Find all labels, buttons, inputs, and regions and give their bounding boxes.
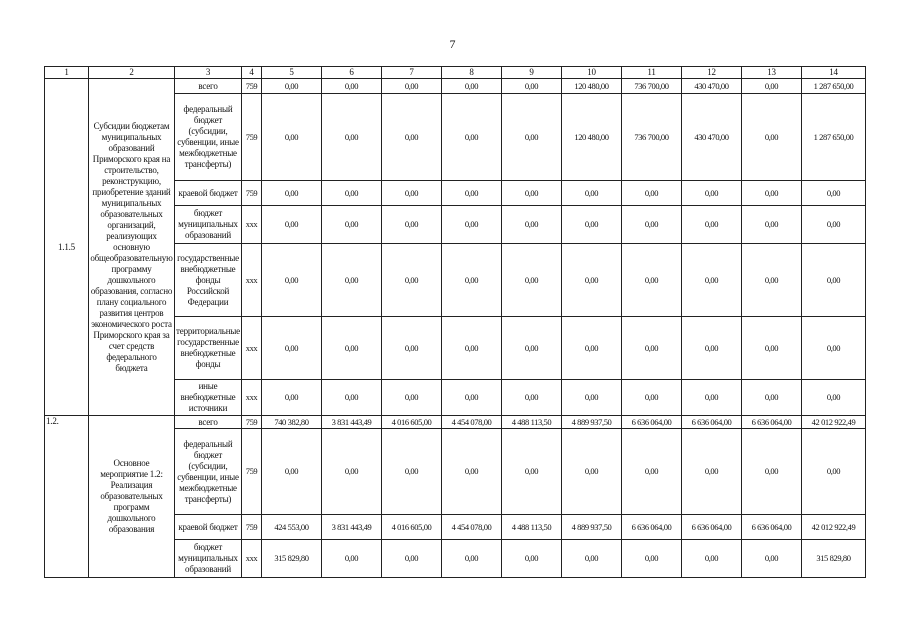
value-cell: 6 636 064,00 bbox=[622, 515, 682, 540]
value-cell: 0,00 bbox=[322, 206, 382, 244]
value-cell: 0,00 bbox=[742, 380, 802, 416]
value-cell: 0,00 bbox=[382, 317, 442, 380]
code-cell: ххх bbox=[242, 540, 262, 578]
value-cell: 0,00 bbox=[382, 206, 442, 244]
header-cell: 10 bbox=[562, 67, 622, 79]
value-cell: 0,00 bbox=[502, 380, 562, 416]
value-cell: 0,00 bbox=[562, 540, 622, 578]
header-row bbox=[45, 67, 866, 79]
value-cell: 315 829,80 bbox=[802, 540, 866, 578]
value-cell: 0,00 bbox=[382, 429, 442, 515]
value-cell: 0,00 bbox=[562, 380, 622, 416]
value-cell: 0,00 bbox=[442, 94, 502, 181]
code-cell: ххх bbox=[242, 380, 262, 416]
value-cell: 0,00 bbox=[562, 181, 622, 206]
value-cell: 740 382,80 bbox=[262, 416, 322, 429]
value-cell: 4 454 078,00 bbox=[442, 515, 502, 540]
code-cell: 759 bbox=[242, 515, 262, 540]
value-cell: 0,00 bbox=[322, 429, 382, 515]
value-cell: 0,00 bbox=[622, 244, 682, 317]
table-row bbox=[45, 79, 866, 94]
value-cell: 0,00 bbox=[802, 181, 866, 206]
value-cell: 120 480,00 bbox=[562, 79, 622, 94]
header-cell: 14 bbox=[802, 67, 866, 79]
value-cell: 0,00 bbox=[442, 540, 502, 578]
header-cell: 8 bbox=[442, 67, 502, 79]
value-cell: 0,00 bbox=[262, 79, 322, 94]
header-cell: 1 bbox=[45, 67, 89, 79]
value-cell: 4 488 113,50 bbox=[502, 515, 562, 540]
value-cell: 0,00 bbox=[742, 429, 802, 515]
code-cell: ххх bbox=[242, 206, 262, 244]
value-cell: 0,00 bbox=[322, 244, 382, 317]
value-cell: 120 480,00 bbox=[562, 94, 622, 181]
value-cell: 0,00 bbox=[382, 79, 442, 94]
funding-source: территориальные государственные внебюджетные фонды bbox=[175, 317, 242, 380]
value-cell: 0,00 bbox=[502, 244, 562, 317]
value-cell: 0,00 bbox=[382, 181, 442, 206]
code-cell: 759 bbox=[242, 416, 262, 429]
value-cell: 0,00 bbox=[682, 540, 742, 578]
value-cell: 0,00 bbox=[502, 79, 562, 94]
value-cell: 0,00 bbox=[262, 244, 322, 317]
value-cell: 4 454 078,00 bbox=[442, 416, 502, 429]
value-cell: 1 287 650,00 bbox=[802, 94, 866, 181]
value-cell: 3 831 443,49 bbox=[322, 515, 382, 540]
value-cell: 0,00 bbox=[262, 429, 322, 515]
header-cell: 3 bbox=[175, 67, 242, 79]
value-cell: 0,00 bbox=[562, 206, 622, 244]
value-cell: 0,00 bbox=[262, 317, 322, 380]
value-cell: 0,00 bbox=[502, 429, 562, 515]
header-cell: 6 bbox=[322, 67, 382, 79]
value-cell: 0,00 bbox=[322, 380, 382, 416]
value-cell: 0,00 bbox=[262, 380, 322, 416]
code-cell: 759 bbox=[242, 94, 262, 181]
table-row bbox=[45, 416, 866, 429]
value-cell: 3 831 443,49 bbox=[322, 416, 382, 429]
row-number: 1.1.5 bbox=[45, 79, 89, 416]
code-cell: 759 bbox=[242, 79, 262, 94]
value-cell: 0,00 bbox=[322, 317, 382, 380]
header-cell: 11 bbox=[622, 67, 682, 79]
header-cell: 2 bbox=[89, 67, 175, 79]
value-cell: 0,00 bbox=[742, 94, 802, 181]
value-cell: 315 829,80 bbox=[262, 540, 322, 578]
value-cell: 0,00 bbox=[442, 429, 502, 515]
value-cell: 0,00 bbox=[322, 540, 382, 578]
value-cell: 6 636 064,00 bbox=[742, 515, 802, 540]
value-cell: 0,00 bbox=[622, 181, 682, 206]
funding-source: всего bbox=[175, 416, 242, 429]
value-cell: 0,00 bbox=[742, 540, 802, 578]
header-cell: 12 bbox=[682, 67, 742, 79]
value-cell: 0,00 bbox=[802, 206, 866, 244]
value-cell: 0,00 bbox=[622, 429, 682, 515]
code-cell: ххх bbox=[242, 244, 262, 317]
value-cell: 0,00 bbox=[622, 380, 682, 416]
value-cell: 0,00 bbox=[442, 317, 502, 380]
value-cell: 0,00 bbox=[622, 540, 682, 578]
value-cell: 6 636 064,00 bbox=[682, 416, 742, 429]
value-cell: 0,00 bbox=[502, 181, 562, 206]
activity-name: Субсидии бюджетам муниципальных образований Приморского края на строительство, реконструкцию, приобретение зданий муниципальных образовательных организаций, реализующих основную общеобразовательную программу дошкольного образования, согласно плану социального развития центров экономического роста Приморского края за счет средств федерального бюджета bbox=[89, 79, 175, 416]
value-cell: 430 470,00 bbox=[682, 94, 742, 181]
value-cell: 0,00 bbox=[442, 244, 502, 317]
value-cell: 0,00 bbox=[742, 181, 802, 206]
value-cell: 0,00 bbox=[802, 380, 866, 416]
value-cell: 0,00 bbox=[682, 380, 742, 416]
value-cell: 1 287 650,00 bbox=[802, 79, 866, 94]
value-cell: 0,00 bbox=[442, 206, 502, 244]
value-cell: 0,00 bbox=[382, 380, 442, 416]
value-cell: 0,00 bbox=[562, 244, 622, 317]
code-cell: 759 bbox=[242, 429, 262, 515]
header-cell: 13 bbox=[742, 67, 802, 79]
funding-source: государственные внебюджетные фонды Российской Федерации bbox=[175, 244, 242, 317]
code-cell: 759 bbox=[242, 181, 262, 206]
value-cell: 0,00 bbox=[682, 206, 742, 244]
value-cell: 0,00 bbox=[322, 181, 382, 206]
funding-source: всего bbox=[175, 79, 242, 94]
value-cell: 0,00 bbox=[502, 94, 562, 181]
value-cell: 6 636 064,00 bbox=[622, 416, 682, 429]
value-cell: 0,00 bbox=[742, 206, 802, 244]
value-cell: 4 488 113,50 bbox=[502, 416, 562, 429]
value-cell: 0,00 bbox=[802, 244, 866, 317]
value-cell: 0,00 bbox=[562, 317, 622, 380]
value-cell: 0,00 bbox=[562, 429, 622, 515]
value-cell: 0,00 bbox=[622, 206, 682, 244]
value-cell: 0,00 bbox=[442, 79, 502, 94]
value-cell: 0,00 bbox=[802, 429, 866, 515]
page-number: 7 bbox=[449, 37, 456, 51]
value-cell: 0,00 bbox=[262, 206, 322, 244]
value-cell: 6 636 064,00 bbox=[682, 515, 742, 540]
value-cell: 0,00 bbox=[742, 244, 802, 317]
value-cell: 0,00 bbox=[502, 540, 562, 578]
value-cell: 0,00 bbox=[382, 540, 442, 578]
value-cell: 0,00 bbox=[502, 317, 562, 380]
funding-source: краевой бюджет bbox=[175, 515, 242, 540]
activity-name: Основное мероприятие 1.2: Реализация образовательных программ дошкольного образования bbox=[89, 416, 175, 578]
value-cell: 0,00 bbox=[682, 244, 742, 317]
value-cell: 0,00 bbox=[502, 206, 562, 244]
value-cell: 0,00 bbox=[322, 94, 382, 181]
header-cell: 9 bbox=[502, 67, 562, 79]
header-cell: 5 bbox=[262, 67, 322, 79]
value-cell: 0,00 bbox=[802, 317, 866, 380]
funding-source: иные внебюджетные источники bbox=[175, 380, 242, 416]
value-cell: 430 470,00 bbox=[682, 79, 742, 94]
value-cell: 42 012 922,49 bbox=[802, 416, 866, 429]
funding-source: федеральный бюджет (субсидии, субвенции, иные межбюджетные трансферты) bbox=[175, 429, 242, 515]
row-number: 1.2. bbox=[45, 416, 89, 578]
value-cell: 0,00 bbox=[682, 429, 742, 515]
value-cell: 0,00 bbox=[442, 380, 502, 416]
value-cell: 4 016 605,00 bbox=[382, 416, 442, 429]
header-cell: 7 bbox=[382, 67, 442, 79]
value-cell: 736 700,00 bbox=[622, 94, 682, 181]
value-cell: 0,00 bbox=[682, 181, 742, 206]
value-cell: 0,00 bbox=[382, 94, 442, 181]
value-cell: 0,00 bbox=[442, 181, 502, 206]
value-cell: 4 889 937,50 bbox=[562, 515, 622, 540]
value-cell: 0,00 bbox=[262, 94, 322, 181]
value-cell: 4 889 937,50 bbox=[562, 416, 622, 429]
value-cell: 0,00 bbox=[262, 181, 322, 206]
value-cell: 6 636 064,00 bbox=[742, 416, 802, 429]
value-cell: 0,00 bbox=[622, 317, 682, 380]
budget-table bbox=[44, 66, 866, 578]
value-cell: 0,00 bbox=[322, 79, 382, 94]
value-cell: 4 016 605,00 bbox=[382, 515, 442, 540]
value-cell: 42 012 922,49 bbox=[802, 515, 866, 540]
value-cell: 0,00 bbox=[682, 317, 742, 380]
value-cell: 736 700,00 bbox=[622, 79, 682, 94]
funding-source: бюджет муниципальных образований bbox=[175, 540, 242, 578]
code-cell: ххх bbox=[242, 317, 262, 380]
header-cell: 4 bbox=[242, 67, 262, 79]
funding-source: краевой бюджет bbox=[175, 181, 242, 206]
value-cell: 0,00 bbox=[382, 244, 442, 317]
funding-source: федеральный бюджет (субсидии, субвенции, иные межбюджетные трансферты) bbox=[175, 94, 242, 181]
value-cell: 0,00 bbox=[742, 79, 802, 94]
value-cell: 0,00 bbox=[742, 317, 802, 380]
funding-source: бюджет муниципальных образований bbox=[175, 206, 242, 244]
value-cell: 424 553,00 bbox=[262, 515, 322, 540]
